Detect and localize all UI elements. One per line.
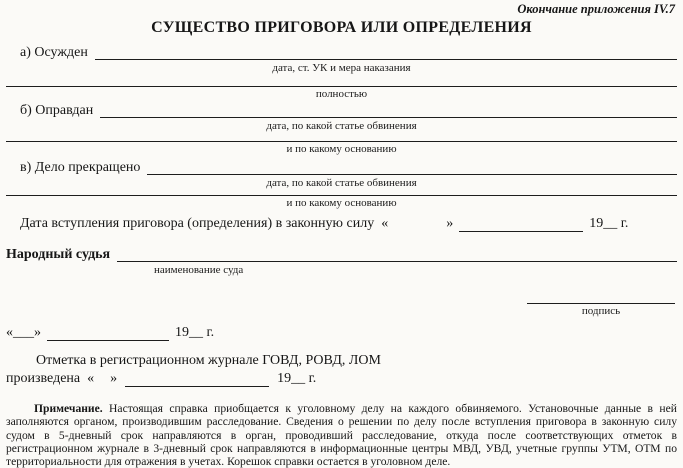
completion-year-suffix: 19__ г. (175, 325, 215, 340)
registration-day-blank-space (94, 371, 110, 387)
year-suffix: 19__ г. (589, 216, 629, 231)
day-blank-space (388, 216, 446, 232)
case-dismissed-blank-line (147, 160, 677, 175)
note-label: Примечание. (34, 402, 103, 415)
judge-row (6, 247, 677, 263)
legal-force-date-label: Дата вступления приговора (определения) в законную силу (20, 216, 375, 231)
day-quotes: «___» (6, 325, 41, 340)
registration-mark-line1: Отметка в регистрационном журнале ГОВД, РОВД, ЛОМ (36, 353, 381, 368)
signature-caption: подпись (581, 305, 621, 317)
registration-open-quote: « (87, 371, 95, 386)
close-quote: » (446, 216, 454, 231)
note-text: Настоящая справка приобщается к уголовному делу на каждого обвиняемого. Установочные данные в ней заполняются органом, производившим расследование. Сведения о решении по делу после вступления приговора в законную силу судом в 5-дневный срок направляются в орган, проводивший расследование, откуда после соответствующих отметок в регистрационном журнале в 3-дневный срок направляются в информационные центры МВД, УВД, учетные группы УТМ, ОТМ по территориальности для отражения в учетах. Корешок справки остается в уголовном деле. (6, 402, 677, 468)
judge-label: Народный судья (6, 247, 111, 262)
case-dismissed-continuation-caption: и по какому основанию (286, 197, 397, 209)
appendix-note: Окончание приложения IV.7 (517, 2, 675, 16)
open-quote: « (381, 216, 389, 231)
legal-force-date-row (6, 216, 677, 232)
completion-date-row (6, 325, 677, 341)
page-title: СУЩЕСТВО ПРИГОВОРА ИЛИ ОПРЕДЕЛЕНИЯ (151, 19, 532, 36)
field-convicted (6, 45, 677, 61)
field-acquitted-label: б) Оправдан (20, 103, 94, 118)
month-blank-line (459, 216, 583, 232)
acquitted-continuation-caption: и по какому основанию (286, 143, 397, 155)
convicted-line-caption: дата, ст. УК и мера наказания (272, 62, 411, 74)
completion-month-blank-line (47, 325, 169, 341)
note-paragraph (6, 402, 677, 468)
field-case-dismissed-label: в) Дело прекращено (20, 160, 141, 175)
registration-month-blank-line (125, 371, 269, 387)
field-convicted-label: а) Осужден (20, 45, 88, 60)
acquitted-line-caption: дата, по какой статье обвинения (266, 120, 417, 132)
signature-block (527, 290, 675, 317)
registration-year-suffix: 19__ г. (277, 371, 317, 386)
court-name-blank-line (117, 247, 677, 262)
signature-blank-line (527, 290, 675, 304)
field-acquitted (6, 103, 677, 119)
case-dismissed-line-caption: дата, по какой статье обвинения (266, 177, 417, 189)
registration-close-quote: » (110, 371, 118, 386)
court-name-caption: наименование суда (154, 264, 244, 276)
field-case-dismissed (6, 160, 677, 176)
acquitted-continuation-line (6, 141, 677, 142)
convicted-continuation-caption: полностью (315, 88, 368, 100)
case-dismissed-continuation-line (6, 195, 677, 196)
registration-mark-row (6, 371, 677, 387)
acquitted-blank-line (100, 103, 677, 118)
convicted-blank-line (95, 45, 677, 60)
convicted-continuation-line (6, 86, 677, 87)
registration-made-label: произведена (6, 371, 81, 386)
